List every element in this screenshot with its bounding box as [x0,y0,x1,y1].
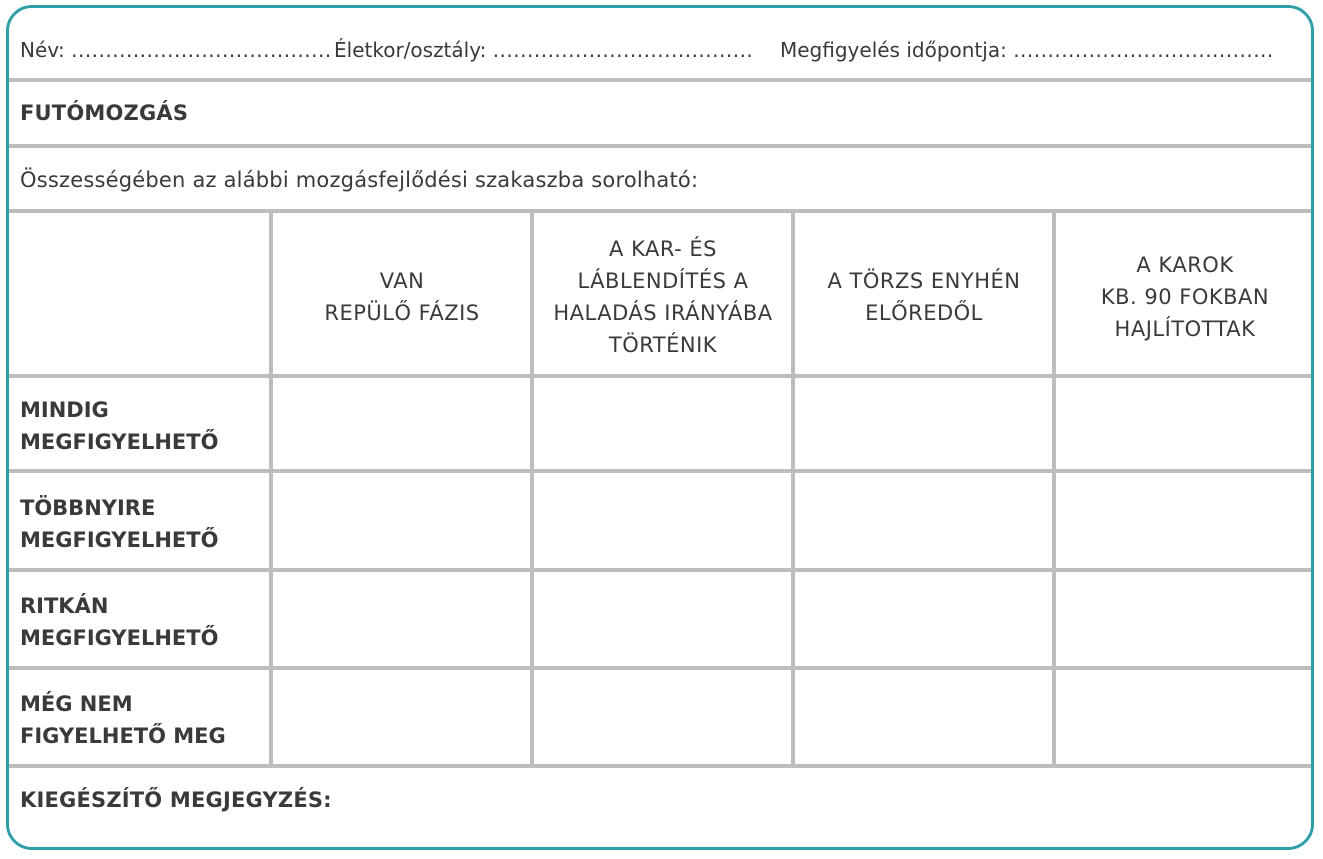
column-header-line: TÖRTÉNIK [608,332,718,357]
divider [9,144,1311,148]
cell-rarely-trunk-lean[interactable] [795,572,1052,666]
name-label: Név: [20,38,65,62]
cell-mostly-trunk-lean[interactable] [795,473,1052,568]
observation-date-field[interactable] [780,38,1274,62]
cell-rarely-arms-bent[interactable] [1056,572,1311,666]
divider [9,209,1311,213]
observation-date-label: Megfigyelés időpontja: [780,38,1007,62]
cell-not-yet-flight-phase[interactable] [273,670,530,764]
cell-rarely-arm-leg-swing[interactable] [534,572,791,666]
cell-not-yet-trunk-lean[interactable] [795,670,1052,764]
cell-always-flight-phase[interactable] [273,378,530,469]
observation-date-dots: ...................................... [1013,38,1274,62]
row-label-line: MÉG NEM [20,692,133,716]
observation-form [6,5,1314,850]
row-label-line: TÖBBNYIRE [20,496,156,520]
row-label-not-yet [20,688,226,752]
cell-mostly-arm-leg-swing[interactable] [534,473,791,568]
column-header-line: A KAROK [1136,252,1234,277]
column-header-arms-bent [1056,215,1314,378]
column-header-line: KB. 90 FOKBAN [1100,284,1270,309]
row-label-rarely [20,590,218,654]
column-header-arm-leg-swing [534,215,792,378]
row-label-line: FIGYELHETŐ MEG [20,724,226,748]
row-label-line: MINDIG [20,398,109,422]
column-header-line: A KAR- ÉS [609,236,717,261]
column-header-flight-phase [273,215,531,378]
column-header-line: LÁBLENDÍTÉS A [577,268,749,293]
cell-always-arms-bent[interactable] [1056,378,1311,469]
column-header-line: HALADÁS IRÁNYÁBA [553,300,773,325]
age-class-label: Életkor/osztály: [334,38,487,62]
column-header-line: ELŐREDŐL [865,300,983,325]
row-label-line: MEGFIGYELHETŐ [20,528,219,552]
column-header-line: HAJLÍTOTTAK [1114,316,1256,341]
column-header-line: REPÜLŐ FÁZIS [324,300,480,325]
column-header-trunk-lean [795,215,1053,378]
row-label-always [20,394,218,458]
cell-always-arm-leg-swing[interactable] [534,378,791,469]
age-class-dots: ...................................... [492,38,754,62]
cell-rarely-flight-phase[interactable] [273,572,530,666]
age-class-field[interactable] [334,38,753,62]
cell-not-yet-arms-bent[interactable] [1056,670,1311,764]
row-label-mostly [20,492,218,556]
summary-prompt: Összességében az alábbi mozgásfejlődési szakaszba sorolható: [20,168,699,192]
cell-not-yet-arm-leg-swing[interactable] [534,670,791,764]
row-label-line: MEGFIGYELHETŐ [20,626,219,650]
notes-label: KIEGÉSZÍTŐ MEGJEGYZÉS: [20,788,332,812]
cell-mostly-arms-bent[interactable] [1056,473,1311,568]
notes-area[interactable] [9,768,1311,847]
name-field[interactable] [20,38,332,62]
row-label-line: RITKÁN [20,594,109,618]
cell-mostly-flight-phase[interactable] [273,473,530,568]
section-title: FUTÓMOZGÁS [20,101,189,125]
cell-always-trunk-lean[interactable] [795,378,1052,469]
name-dots: ...................................... [71,38,332,62]
column-header-line: A TÖRZS ENYHÉN [827,268,1021,293]
column-header-line: VAN [379,268,425,293]
divider [9,78,1311,82]
row-label-line: MEGFIGYELHETŐ [20,430,219,454]
